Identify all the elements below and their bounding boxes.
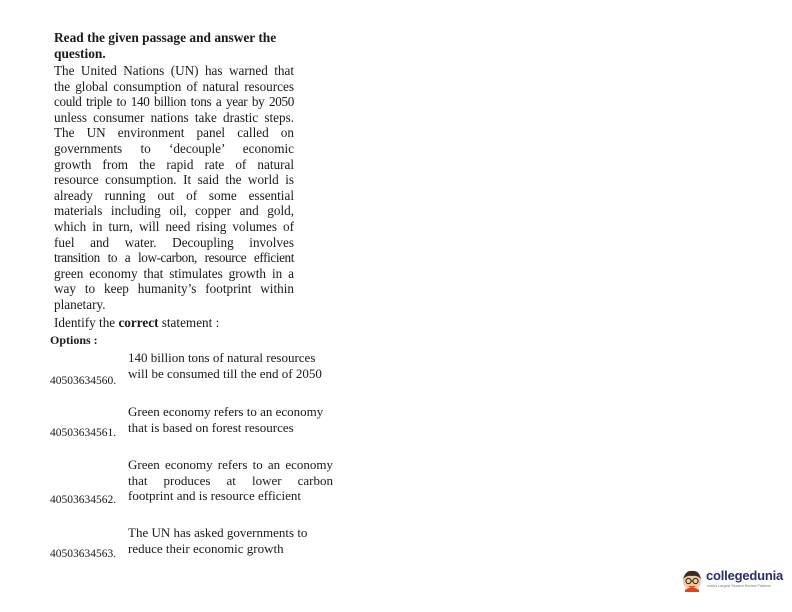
passage-line: transition to a low-carbon, resource efficient: [54, 250, 294, 266]
option-4-text: [128, 525, 333, 556]
heading-line-2: question.: [54, 46, 106, 61]
passage-line: could triple to 140 billion tons a year by 2050: [54, 94, 294, 110]
options-label: Options :: [50, 333, 98, 347]
option-line: that is based on forest resources: [128, 419, 294, 435]
option-3-id: 40503634562.: [50, 494, 117, 506]
passage-line: already running out of some essential: [54, 187, 294, 203]
passage-line: resource consumption. It said the world is: [54, 172, 294, 188]
passage-line: The UN environment panel called on: [54, 125, 294, 141]
option-line: Green economy refers to an economy: [128, 457, 333, 472]
passage-line: the global consumption of natural resources: [54, 78, 294, 94]
question-suffix: statement :: [158, 315, 220, 330]
option-3-text: [128, 457, 333, 504]
logo-name: collegedunia: [706, 568, 784, 583]
passage-line: growth from the rapid rate of natural: [54, 156, 294, 172]
passage-line: unless consumer nations take drastic steps.: [54, 109, 294, 125]
collegedunia-mascot-icon: [680, 568, 704, 592]
question-prefix: Identify the: [54, 315, 119, 330]
question-emphasis: correct: [118, 315, 159, 330]
passage-line: fuel and water. Decoupling involves: [54, 234, 294, 250]
option-line: 140 billion tons of natural resources: [128, 350, 316, 365]
option-1-text: [128, 350, 333, 381]
passage-line: which in turn, will need rising volumes of: [54, 218, 294, 234]
option-line: The UN has asked governments to: [128, 525, 308, 540]
heading-line-1: Read the given passage and answer the: [54, 30, 277, 45]
passage-text: [54, 63, 294, 313]
passage-line: way to keep humanity’s footprint within: [54, 281, 294, 297]
passage-line: planetary.: [54, 296, 106, 312]
question-text: [54, 315, 219, 331]
collegedunia-logo: [680, 566, 790, 594]
option-line: will be consumed till the end of 2050: [128, 365, 322, 381]
logo-tagline: India's Largest Student Review Platform: [707, 584, 771, 588]
option-1-id: 40503634560.: [50, 375, 117, 387]
option-line: footprint and is resource efficient: [128, 488, 302, 503]
option-line: that produces at lower carbon: [128, 472, 333, 488]
option-line: Green economy refers to an economy: [128, 404, 324, 419]
passage-line: The United Nations (UN) has warned that: [54, 63, 294, 78]
passage-line: materials including oil, copper and gold,: [54, 203, 294, 219]
passage-line: governments to ‘decouple’ economic: [54, 140, 294, 156]
passage-line: green economy that stimulates growth in a: [54, 265, 294, 281]
option-2-text: [128, 404, 333, 435]
option-line: reduce their economic growth: [128, 540, 284, 556]
option-2-id: 40503634561.: [50, 427, 117, 439]
option-4-id: 40503634563.: [50, 548, 117, 560]
passage-heading: [54, 30, 304, 62]
